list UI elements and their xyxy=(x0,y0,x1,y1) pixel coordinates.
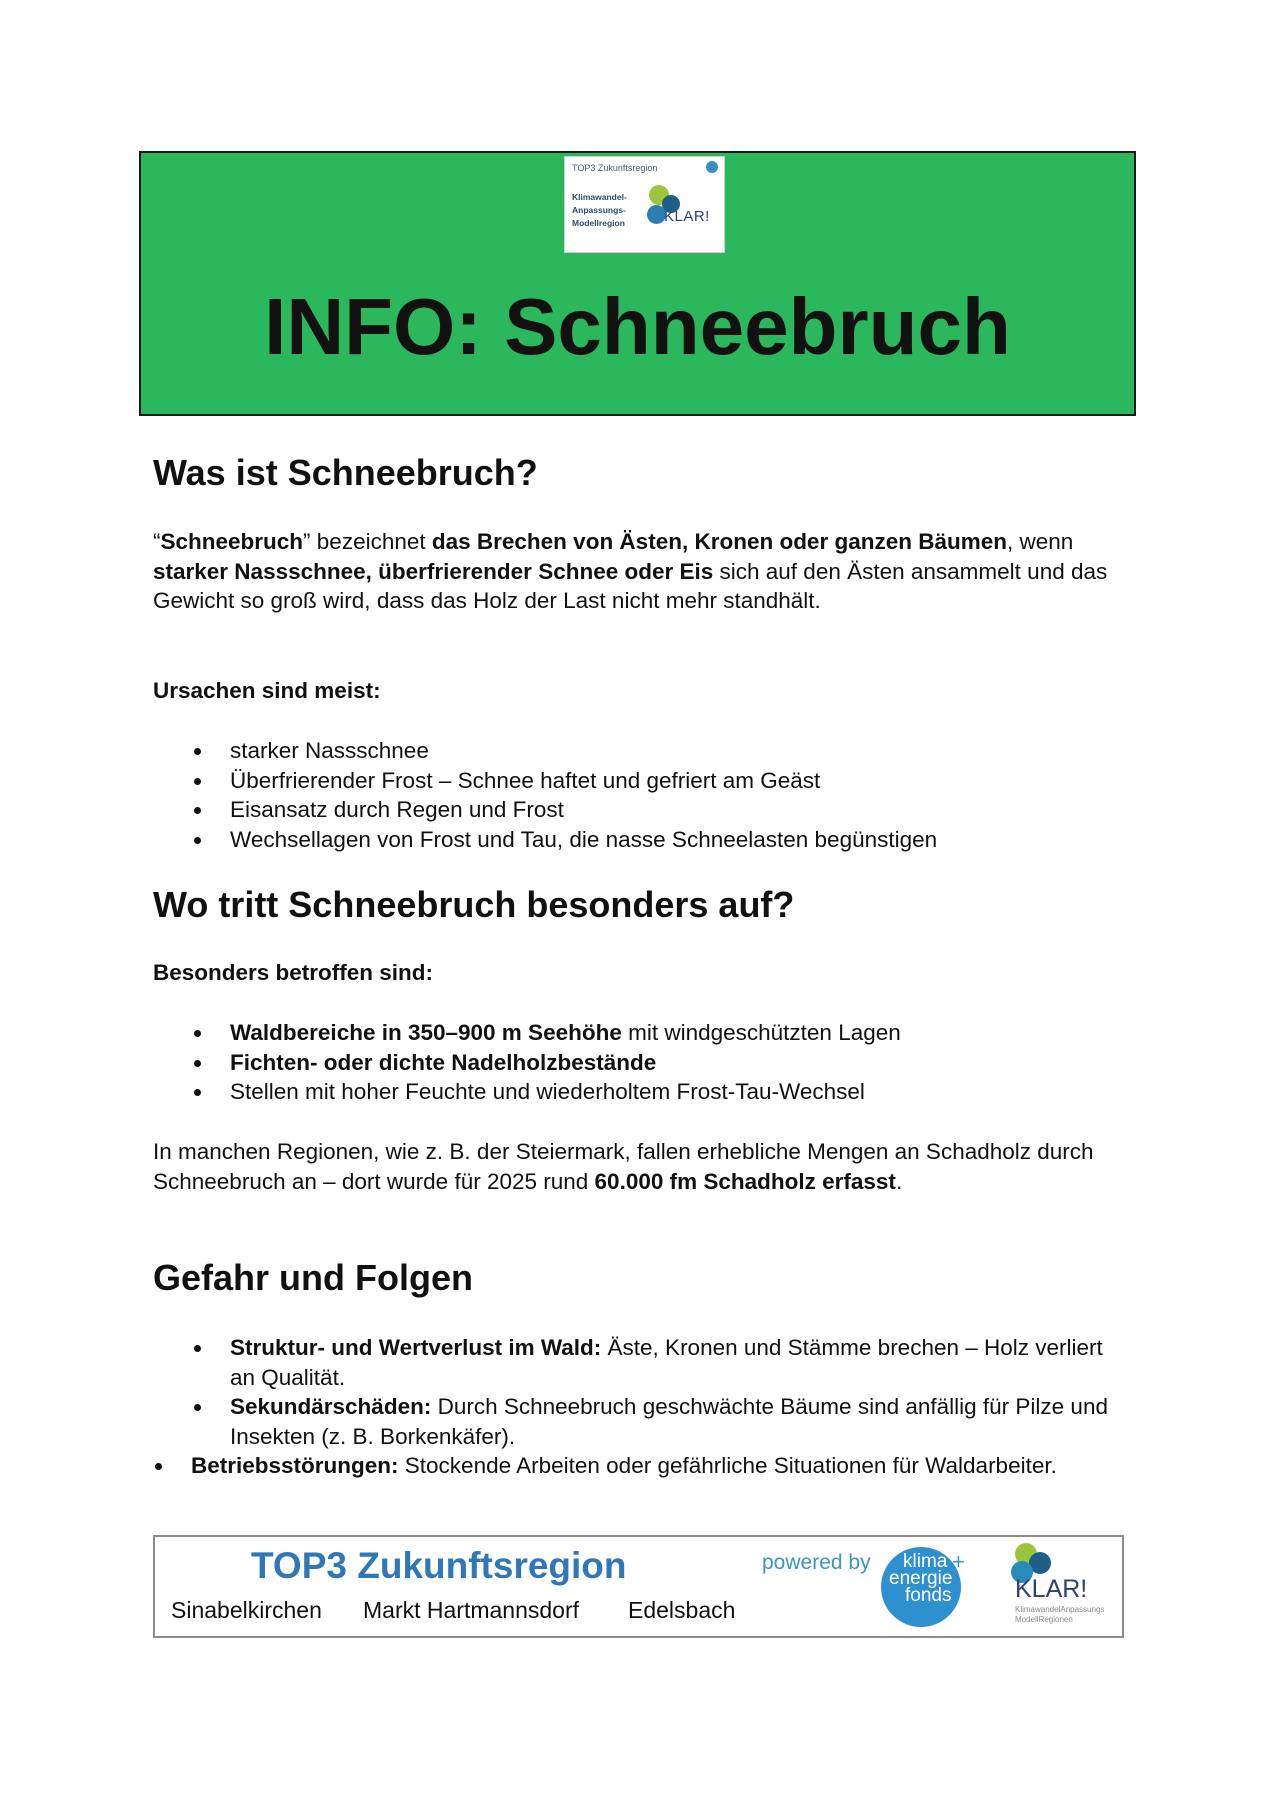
text-run-bold: Schneebruch xyxy=(160,529,304,554)
bullet-icon xyxy=(194,1345,201,1352)
list-item xyxy=(153,825,937,855)
text-run: , wenn xyxy=(1007,529,1074,554)
logo-region-name: TOP3 Zukunftsregion xyxy=(572,163,658,173)
text-run: ” bezeichnet xyxy=(303,529,432,554)
header-banner xyxy=(139,151,1136,416)
footer-region-title: TOP3 Zukunftsregion xyxy=(251,1545,627,1586)
list-item xyxy=(153,766,937,796)
klar-sub-line: ModellRegionen xyxy=(1015,1615,1073,1624)
fund-logo-text: fonds xyxy=(905,1585,952,1606)
section-heading-what: Was ist Schneebruch? xyxy=(153,452,538,493)
page-title: INFO: Schneebruch xyxy=(264,282,1011,371)
powered-by-label: powered by xyxy=(762,1551,871,1574)
list-item-bold: Struktur- und Wertverlust im Wald: xyxy=(230,1335,602,1360)
text-run-bold: 60.000 fm Schadholz erfasst xyxy=(594,1168,896,1194)
list-item-bold: Betriebsstörungen: xyxy=(191,1453,399,1478)
list-item-text: Eisansatz durch Regen und Frost xyxy=(230,797,564,822)
list-item xyxy=(153,1048,901,1078)
klar-logo-subtitle xyxy=(1015,1605,1104,1625)
list-item-bold: Fichten- oder dichte Nadelholzbestände xyxy=(230,1049,657,1075)
list-item-text: starker Nassschnee xyxy=(230,738,429,763)
town-edelsbach: Edelsbach xyxy=(628,1597,736,1623)
affected-subheading: Besonders betroffen sind: xyxy=(153,960,434,985)
klar-sub-line: KlimawandelAnpassungs xyxy=(1015,1605,1105,1614)
bullet-icon xyxy=(194,1060,201,1067)
fund-logo-text: klima xyxy=(903,1551,948,1572)
text-run: “ xyxy=(153,529,161,554)
list-item-text: mit windgeschützten Lagen xyxy=(621,1020,901,1045)
list-item xyxy=(153,1018,901,1048)
text-run: sich auf den Ästen ansammelt und das Gewicht so groß wird, dass das Holz der Last nicht mehr standhält. xyxy=(153,558,1108,613)
list-item-text: Wechsellagen von Frost und Tau, die nasse Schneelasten begünstigen xyxy=(230,826,938,852)
list-item xyxy=(153,1333,1133,1392)
text-run: . xyxy=(895,1168,903,1194)
bullet-icon xyxy=(194,837,201,844)
globe-icon xyxy=(706,161,718,173)
bullet-icon xyxy=(194,1404,201,1411)
definition-paragraph xyxy=(153,527,1128,616)
list-item-text: Überfrierender Frost – Schnee haftet und gefriert am Geäst xyxy=(230,767,821,793)
town-sinabelkirchen: Sinabelkirchen xyxy=(171,1597,322,1623)
list-item-text: Stellen mit hoher Feuchte und wiederholtem Frost-Tau-Wechsel xyxy=(230,1079,865,1104)
steiermark-paragraph xyxy=(153,1137,1128,1196)
causes-subheading: Ursachen sind meist: xyxy=(153,678,381,703)
list-item-bold: Waldbereiche in 350–900 m Seehöhe xyxy=(230,1020,622,1045)
plus-icon: + xyxy=(952,1549,965,1574)
footer-banner xyxy=(153,1535,1124,1638)
logo-klima-text xyxy=(572,191,627,230)
list-item xyxy=(153,736,937,766)
list-item-text: Durch Schneebruch geschwächte Bäume sind anfällig für Pilze und Insekten (z. B. Borkenkäfer). xyxy=(230,1394,1108,1449)
klar-region-logo xyxy=(564,156,725,253)
bullet-icon xyxy=(155,1463,162,1470)
list-item-text: Äste, Kronen und Stämme brechen – Holz verliert an Qualität. xyxy=(230,1335,1103,1390)
logo-line: Klimawandel- xyxy=(572,192,627,202)
list-item-text: Stockende Arbeiten oder gefährliche Situationen für Waldarbeiter. xyxy=(398,1453,1057,1478)
fund-logo-text: energie xyxy=(889,1568,953,1589)
logo-klar-text: KLAR! xyxy=(664,208,710,225)
klar-logo-text: KLAR! xyxy=(1015,1575,1088,1603)
klima-energie-fonds-logo xyxy=(881,1547,961,1627)
text-run: In manchen Regionen, wie z. B. der Steiermark, fallen erhebliche Mengen an Schadholz durch Schneebruch an – dort wurde für 2025 rund xyxy=(153,1139,1094,1194)
logo-line: Modellregion xyxy=(572,218,625,228)
text-run-bold: das Brechen von Ästen, Kronen oder ganzen Bäumen xyxy=(431,529,1007,554)
bullet-icon xyxy=(194,1030,201,1037)
causes-list xyxy=(153,736,937,854)
bullet-icon xyxy=(194,748,201,755)
bullet-icon xyxy=(194,778,201,785)
bullet-icon xyxy=(194,807,201,814)
section-heading-where: Wo tritt Schneebruch besonders auf? xyxy=(153,884,795,925)
consequences-list-outdented xyxy=(114,1451,1074,1481)
text-run-bold: starker Nassschnee, überfrierender Schnee oder Eis xyxy=(153,558,714,584)
list-item xyxy=(153,1392,1133,1451)
town-markt-hartmannsdorf: Markt Hartmannsdorf xyxy=(363,1597,580,1623)
affected-list xyxy=(153,1018,901,1107)
section-heading-danger: Gefahr und Folgen xyxy=(153,1257,473,1298)
bullet-icon xyxy=(194,1089,201,1096)
list-item xyxy=(153,795,937,825)
list-item-bold: Sekundärschäden: xyxy=(230,1394,432,1419)
list-item xyxy=(153,1077,901,1107)
consequences-list xyxy=(153,1333,1133,1451)
list-item xyxy=(114,1451,1074,1481)
logo-line: Anpassungs- xyxy=(572,205,626,215)
